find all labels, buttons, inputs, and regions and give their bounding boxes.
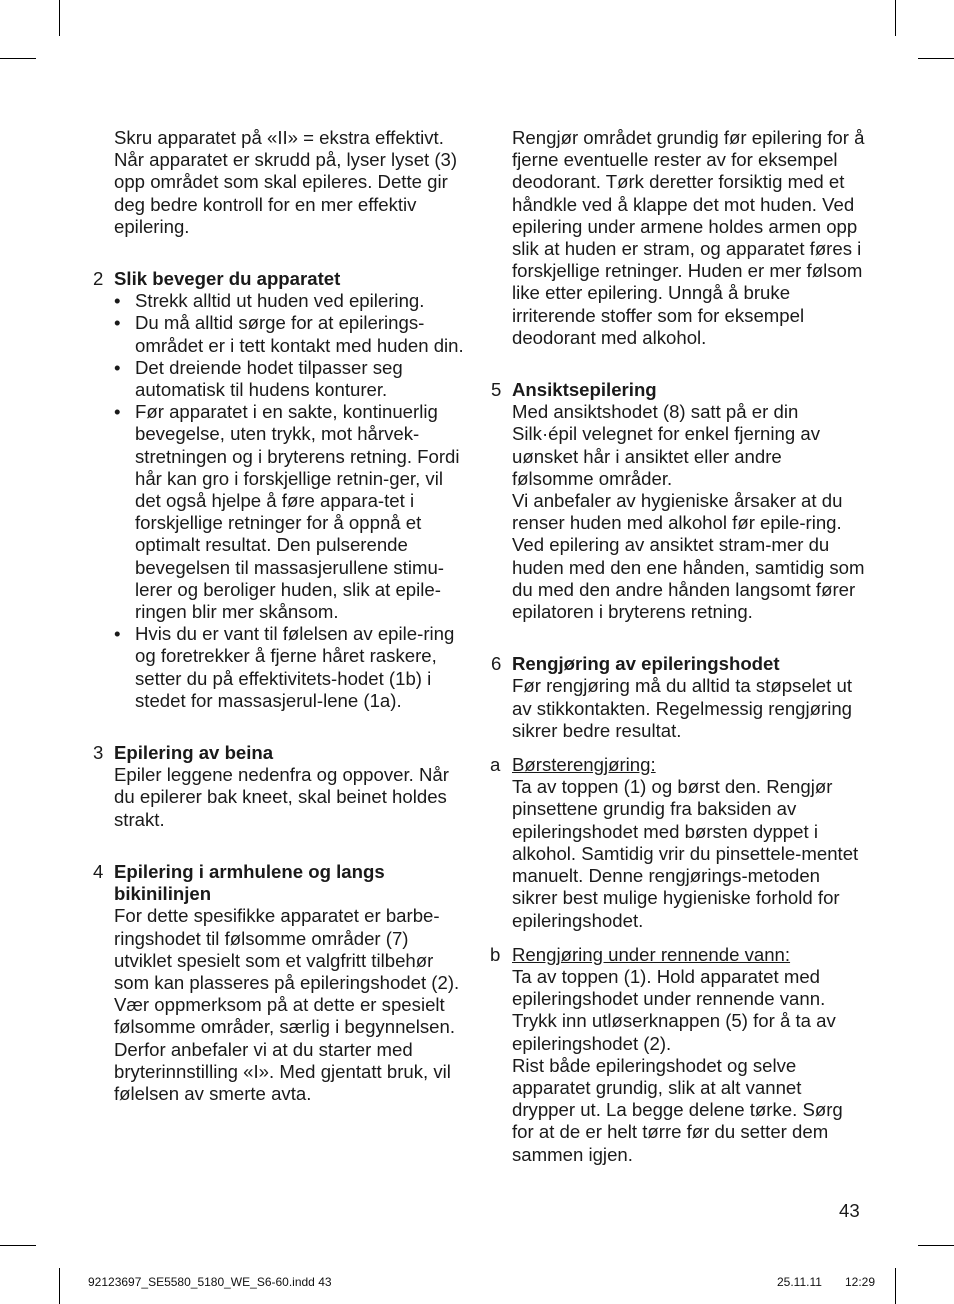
section-5 xyxy=(488,379,866,623)
crop-mark xyxy=(918,1245,954,1246)
section-6 xyxy=(488,653,866,742)
section-body: Epiler leggene nedenfra og oppover. Når du epilerer bak kneet, skal beinet holdes strakt. xyxy=(114,764,449,830)
section-4 xyxy=(90,861,470,1105)
section-title: Rengjøring av epileringshodet xyxy=(512,653,780,675)
section-title: Epilering i armhulene og langs bikinilinjen xyxy=(114,860,385,905)
section-number: 4 xyxy=(93,860,104,882)
section-title: Ansiktsepilering xyxy=(512,379,657,401)
list-item: • Strekk alltid ut huden ved epilering. xyxy=(114,290,470,312)
crop-mark xyxy=(59,1268,60,1304)
right-column xyxy=(488,127,866,1166)
subsection-a xyxy=(488,754,866,932)
left-column xyxy=(90,127,470,1105)
section-number: 3 xyxy=(93,742,104,764)
subsection-body: Ta av toppen (1) og børst den. Rengjør pinsettene grundig fra baksiden av epileringshodet med børsten dyppet i alkohol. Samtidig vrir du pinsettele-mentet manuelt. Denne rengjørings-metoden sikrer best mulige hygieniske forhold for epileringshodet. xyxy=(512,776,859,931)
section-body: Vær oppmerksom på at dette er spesielt følsomme områder, særlig i begynnelsen. Derfor anbefaler vi at du starter med bryterinnstilling «I». Med gjentatt bruk, vil følelsen av smerte avta. xyxy=(114,994,456,1104)
crop-mark xyxy=(895,0,896,36)
section-number: 2 xyxy=(93,268,104,290)
subsection-title: Rengjøring under rennende vann: xyxy=(512,943,791,965)
subsection-letter: a xyxy=(490,754,501,776)
section-body: For dette spesifikke apparatet er barbe-ringshodet til følsomme områder (7) utviklet spesielt som et valgfritt tilbehør som kan plasseres på epileringshodet (2). xyxy=(114,905,460,993)
crop-mark xyxy=(895,1268,896,1304)
list-item: • Før apparatet i en sakte, kontinuerlig bevegelse, uten trykk, mot hårvek-stretningen og i bryterens retning. Fordi hår kan gro i forskjellige retnin-ger, vil det også hjelpe å føre appara-tet i forskjellige retninger for å oppnå et optimalt resultat. Den pulserende bevegelsen til massasjerullene stimu-lerer og beroliger huden, slik at epile-ringen blir mer skånsom. xyxy=(114,401,470,623)
section-3 xyxy=(90,742,470,831)
list-item: • Hvis du er vant til følelsen av epile-ring og foretrekker å fjerne håret raskere, setter du på effektivitets-hodet (1b) i stedet for massasjerul-lene (1a). xyxy=(114,623,470,712)
footer-file-slug: 92123697_SE5580_5180_WE_S6-60.indd 43 xyxy=(88,1275,332,1289)
section-body: Vi anbefaler av hygieniske årsaker at du renser huden med alkohol før epile-ring. Ved epilering av ansiktet stram-mer du huden med den ene hånden, samtidig som du med den andre hånden langsomt fører epilatoren i bryterens retning. xyxy=(512,490,865,623)
intro-paragraph: Skru apparatet på «II» = ekstra effektivt. Når apparatet er skrudd på, lyser lyset (3) opp området som skal epileres. Dette gir deg bedre kontroll for en mer effektiv epilering. xyxy=(114,127,458,237)
subsection-body: Ta av toppen (1). Hold apparatet med epileringshodet under rennende vann. Trykk inn utløserknappen (5) for å ta av epileringshodet (2). xyxy=(512,965,836,1054)
crop-mark xyxy=(0,58,36,59)
section-title: Epilering av beina xyxy=(114,742,274,764)
section-2 xyxy=(90,268,470,712)
footer-time: 12:29 xyxy=(845,1275,876,1289)
crop-mark xyxy=(918,58,954,59)
section-number: 5 xyxy=(491,379,502,401)
subsection-title: Børsterengjøring: xyxy=(512,754,656,776)
page-number: 43 xyxy=(839,1200,860,1221)
bullet-list xyxy=(114,290,470,712)
footer-date: 25.11.11 xyxy=(777,1275,822,1289)
section-number: 6 xyxy=(491,653,502,675)
section-title: Slik beveger du apparatet xyxy=(114,268,341,290)
list-item: • Du må alltid sørge for at epilerings-området er i tett kontakt med huden din. xyxy=(114,312,470,356)
section-body: Før rengjøring må du alltid ta støpselet ut av stikkontakten. Regelmessig rengjøring sikrer bedre resultat. xyxy=(512,675,853,741)
crop-mark xyxy=(0,1245,36,1246)
intro-paragraph: Rengjør området grundig før epilering for å fjerne eventuelle rester av for eksempel deodorant. Tørk deretter forsiktig med et håndkle ved å klappe det mot huden. Ved epilering under armene holdes armen opp slik at huden er stram, og apparatet føres i forskjellige retninger. Huden er mer følsom like etter epilering. Unngå å bruke irriterende stoffer som for eksempel deodorant med alkohol. xyxy=(512,127,865,348)
section-body: Med ansiktshodet (8) satt på er din Silk·épil velegnet for enkel fjerning av uønsket hår i ansiktet eller andre følsomme områder. xyxy=(512,401,820,489)
crop-mark xyxy=(59,0,60,36)
list-item: • Det dreiende hodet tilpasser seg automatisk til hudens konturer. xyxy=(114,357,470,401)
subsection-body: Rist både epileringshodet og selve apparatet grundig, slik at alt vannet drypper ut. La begge delene tørke. Sørg for at de er helt tørre før du setter dem sammen igjen. xyxy=(512,1054,843,1165)
subsection-b xyxy=(488,944,866,1166)
subsection-letter: b xyxy=(490,943,501,965)
